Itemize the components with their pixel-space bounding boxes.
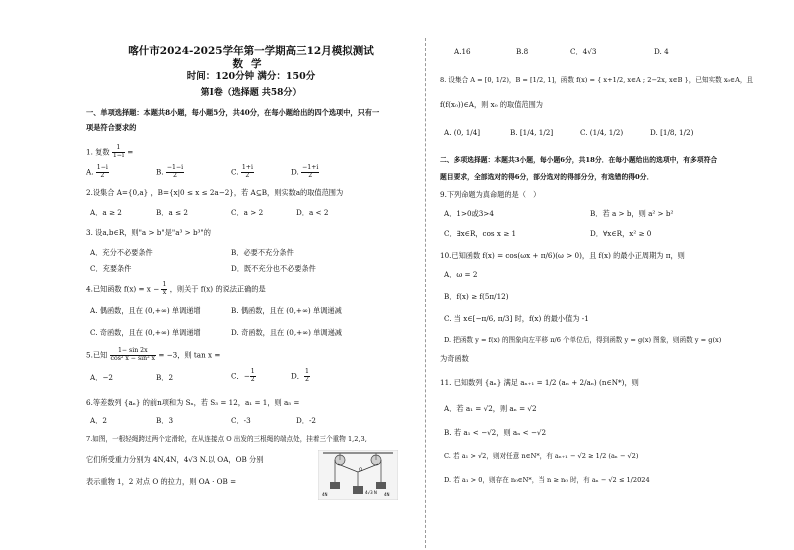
q6-option-b[interactable]: B．3 — [156, 416, 174, 425]
q8-line1: 8. 设集合 A = [0, 1/2)，B = [1/2, 1]，函数 f(x) = { x+1/2, x∈A ; 2−2x, x∈B }，已知实数 x₀∈A，且 — [440, 76, 754, 84]
q4-stem: 4.已知函数 f(x) = x − $\frac{1}{x}$ ，则关于 f(x) 的说法正确的是 — [86, 281, 266, 296]
q3-option-c[interactable]: C．充要条件 — [90, 264, 132, 273]
q9-option-b[interactable]: B．若 a > b，则 a² > b² — [590, 209, 674, 218]
q11-option-a[interactable]: A．若 a₁ = √2，则 aₙ = √2 — [444, 404, 537, 413]
weight-1-label: 4N — [322, 492, 328, 497]
q1-option-d[interactable]: D. $\frac{-1+i}{2}$ — [291, 164, 319, 179]
q9-stem: 9.下列命题为真命题的是（ ） — [440, 190, 541, 199]
weight-1 — [330, 482, 340, 489]
q9-option-a[interactable]: A．1>0或3>4 — [444, 209, 494, 218]
q2-option-b[interactable]: B．a ≤ 2 — [156, 208, 188, 217]
q8-line2: f(f(x₀))∈A，则 x₀ 的取值范围为 — [440, 100, 543, 109]
q10-option-c[interactable]: C. 当 x∈[−π/6, π/3] 时，f(x) 的最小值为 -1 — [444, 314, 589, 323]
q7-line2: 它们所受重力分别为 4N,4N，4√3 N.以 OA，OB 分别 — [86, 455, 264, 464]
q7-line3: 表示重物 1，2 对点 O 的拉力，则 OA · OB = — [86, 477, 237, 486]
instructions-line1: 一、单项选择题：本题共8小题，每小题5分，共40分，在每小题给出的四个选项中，只有一 — [86, 108, 380, 117]
point-o-label: O — [359, 467, 363, 472]
q1-option-c[interactable]: C. $\frac{1+i}{2}$ — [231, 164, 253, 179]
section2-instructions-line1: 二、多项选择题：本题共3小题，每小题6分，共18分．在每小题给出的选项中，有多项符合 — [440, 156, 718, 164]
q11-option-d[interactable]: D. 若 a₁ > 0，则存在 n₀∈N*，当 n ≥ n₀ 时，有 aₙ − √2 ≤ 1/2024 — [444, 476, 650, 484]
section2-instructions-line2: 题目要求，全部选对的得6分，部分选对的得部分分，有选错的得0分． — [440, 173, 654, 181]
q8-option-c[interactable]: C. (1/4, 1/2) — [580, 128, 624, 137]
q8-option-d[interactable]: D. [1/8, 1/2) — [650, 128, 694, 137]
q8-option-b[interactable]: B. [1/4, 1/2] — [510, 128, 554, 137]
q2-option-a[interactable]: A．a ≥ 2 — [90, 208, 122, 217]
q11-option-c[interactable]: C. 若 a₁ > √2，则对任意 n∈N*，有 aₙ₊₁ − √2 ≥ 1/2 (aₙ − √2) — [444, 452, 639, 460]
q2-stem: 2.设集合 A={0,a} ，B={x|0 ≤ x ≤ 2a−2}，若 A⊆B，则实数a的取值范围为 — [86, 188, 344, 197]
q4-option-c[interactable]: C. 奇函数，且在 (0,+∞) 单调递增 — [90, 328, 201, 337]
section-one-title: 第Ⅰ卷（选择题 共58分） — [200, 88, 302, 98]
q1-fraction: $\frac{1}{1-i}$ — [112, 144, 124, 159]
q4-option-b[interactable]: B. 偶函数，且在 (0,+∞) 单调递减 — [231, 306, 342, 315]
q5-option-a[interactable]: A．−2 — [90, 373, 113, 382]
q9-option-c[interactable]: C．∃x∈R，cos x ≥ 1 — [444, 229, 517, 238]
q10-option-a[interactable]: A．ω = 2 — [444, 270, 478, 279]
q5-option-d[interactable]: D． $\frac{1}{2}$ — [291, 368, 309, 383]
q7-option-c[interactable]: C．4√3 — [570, 47, 597, 56]
q4-option-a[interactable]: A. 偶函数，且在 (0,+∞) 单调递增 — [90, 306, 201, 315]
q6-option-d[interactable]: D．-2 — [296, 416, 316, 425]
q10-option-d[interactable]: D. 把函数 y = f(x) 的图象向左平移 π/6 个单位后，得到函数 y = g(x) 图象，则函数 y = g(x) — [444, 336, 722, 344]
weight-3-label: 4√3 N — [365, 490, 377, 495]
column-divider — [425, 38, 426, 548]
q3-option-a[interactable]: A．充分不必要条件 — [90, 248, 153, 257]
q11-option-b[interactable]: B. 若 a₁ < −√2，则 aₙ < −√2 — [444, 428, 547, 437]
q10-stem: 10.已知函数 f(x) = cos(ωx + π/6)(ω > 0)，且 f(x) 的最小正周期为 π，则 — [440, 251, 685, 260]
q11-stem: 11. 已知数列 {aₙ} 满足 aₙ₊₁ = 1/2 (aₙ + 2/aₙ) (n∈N*)，则 — [440, 378, 639, 387]
q1-stem: 1. 复数 $\frac{1}{1-i}$ = — [86, 144, 134, 159]
instructions-line2: 项是符合要求的 — [86, 123, 137, 132]
q2-option-c[interactable]: C．a > 2 — [231, 208, 264, 217]
q5-option-b[interactable]: B．2 — [156, 373, 174, 382]
weight-2-label: 4N — [384, 492, 390, 497]
q3-option-d[interactable]: D．既不充分也不必要条件 — [231, 264, 316, 273]
q5-option-c[interactable]: C．− $\frac{1}{2}$ — [231, 368, 255, 383]
weight-3 — [353, 486, 363, 494]
subject-title: 数学 — [232, 58, 270, 70]
q4-option-d[interactable]: D. 奇函数，且在 (0,+∞) 单调递减 — [231, 328, 342, 337]
q10-option-b[interactable]: B．f(x) ≥ f(5π/12) — [444, 292, 509, 301]
q3-stem: 3. 设a,b∈R，则"a > b"是"a³ > b³"的 — [86, 228, 211, 237]
q7-option-b[interactable]: B.8 — [516, 47, 529, 56]
exam-title: 喀什市2024-2025学年第一学期高三12月模拟测试 — [128, 45, 374, 57]
q1-option-a[interactable]: A. $\frac{1-i}{2}$ — [86, 164, 108, 179]
q9-option-d[interactable]: D．∀x∈R，x² ≥ 0 — [590, 229, 652, 238]
q6-stem: 6.等差数列 {aₙ} 的前n项和为 Sₙ，若 S₃ = 12，a₁ = 1，则 a₅ = — [86, 398, 300, 407]
q2-option-d[interactable]: D．a < 2 — [296, 208, 329, 217]
time-score: 时间：120分钟 满分：150分 — [186, 71, 316, 82]
weight-2 — [376, 482, 386, 489]
q7-option-a[interactable]: A.16 — [454, 47, 471, 56]
pulley-figure — [318, 450, 398, 500]
q10-tail: 为奇函数 — [440, 354, 469, 363]
q1-option-b[interactable]: B. $\frac{-1-i}{2}$ — [156, 164, 184, 179]
q3-option-b[interactable]: B．必要不充分条件 — [231, 248, 294, 257]
q6-option-c[interactable]: C．-3 — [231, 416, 251, 425]
q8-option-a[interactable]: A. (0, 1/4] — [444, 128, 481, 137]
q7-line1: 7.如图，一根轻绳跨过两个定滑轮，在从连接点 O 出发的三根绳的端点处，挂着三个重物 1,2,3, — [86, 435, 367, 443]
q6-option-a[interactable]: A．2 — [90, 416, 107, 425]
q7-option-d[interactable]: D. 4 — [654, 47, 669, 56]
q5-stem: 5.已知 $\frac{1- \sin 2x}{\text{cos² x − sin² x}}$ = −3，则 tan x = — [86, 347, 221, 362]
